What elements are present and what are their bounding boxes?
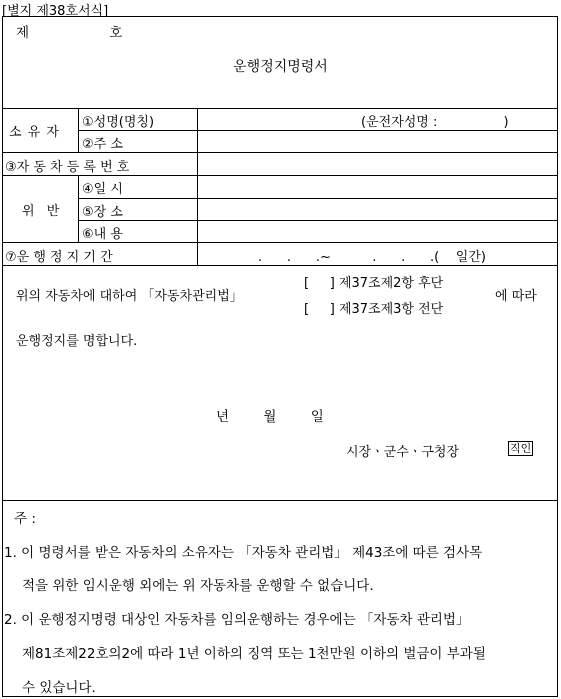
divider: [2, 108, 558, 109]
violation-datetime-label: ④일 시: [82, 182, 123, 197]
suspension-period-label: ⑦운 행 정 지 기 간: [5, 250, 113, 265]
doc-number-label: 제 호: [16, 25, 161, 41]
note-2-line-1: 2. 이 운행정지명령 대상인 자동차를 임의운행하는 경우에는 「자동차 관리법」: [4, 612, 470, 628]
divider: [78, 130, 558, 131]
owner-address-label: ②주 소: [82, 137, 123, 152]
note-1-line-1: 1. 이 명령서를 받은 자동차의 소유자는 「자동차 관리법」 제43조에 따른 검사목: [4, 545, 483, 561]
driver-name-field: (운전자성명 : ): [361, 115, 509, 130]
issuer: 시장ㆍ군수ㆍ구청장: [346, 445, 460, 460]
violation-content-label: ⑥내 용: [82, 227, 123, 242]
order-option-1: [ ] 제37조제2항 후단: [304, 276, 444, 291]
divider: [197, 108, 198, 265]
note-2-line-3: 수 있습니다.: [22, 680, 96, 696]
order-prefix: 위의 자동차에 대하여 「자동차관리법」: [16, 289, 243, 304]
violation-place-label: ⑤장 소: [82, 205, 123, 220]
form-number: [별지 제38호서식]: [2, 4, 109, 19]
order-line-2: 운행정지를 명합니다.: [16, 334, 138, 349]
owner-name-label: ①성명(명칭): [82, 115, 155, 130]
official-seal: 직인: [510, 442, 532, 455]
note-2-line-2: 제81조제22호의2에 따라 1년 이하의 징역 또는 1천만원 이하의 벌금이 부과될: [22, 646, 486, 662]
violation-group-label: 위 반: [22, 204, 64, 219]
page-title: 운행정지명령서: [233, 59, 328, 75]
divider: [2, 265, 558, 266]
divider: [78, 220, 558, 221]
order-option-2: [ ] 제37조제3항 전단: [304, 302, 444, 317]
order-suffix: 에 따라: [495, 289, 537, 304]
owner-group-label: 소 유 자: [9, 125, 60, 140]
divider: [78, 108, 79, 152]
suspension-period-value: . . .~ . . .( 일간): [258, 250, 486, 265]
date-line: 년 월 일: [216, 409, 324, 425]
divider: [78, 198, 558, 199]
divider: [2, 152, 558, 153]
registration-label: ③자 동 차 등 록 번 호: [5, 160, 130, 175]
divider: [78, 175, 79, 242]
divider: [2, 242, 558, 243]
divider: [2, 500, 558, 501]
note-1-line-2: 적을 위한 임시운행 외에는 위 자동차를 운행할 수 없습니다.: [22, 578, 374, 594]
notes-heading: 주 :: [14, 511, 36, 527]
divider: [2, 175, 558, 176]
